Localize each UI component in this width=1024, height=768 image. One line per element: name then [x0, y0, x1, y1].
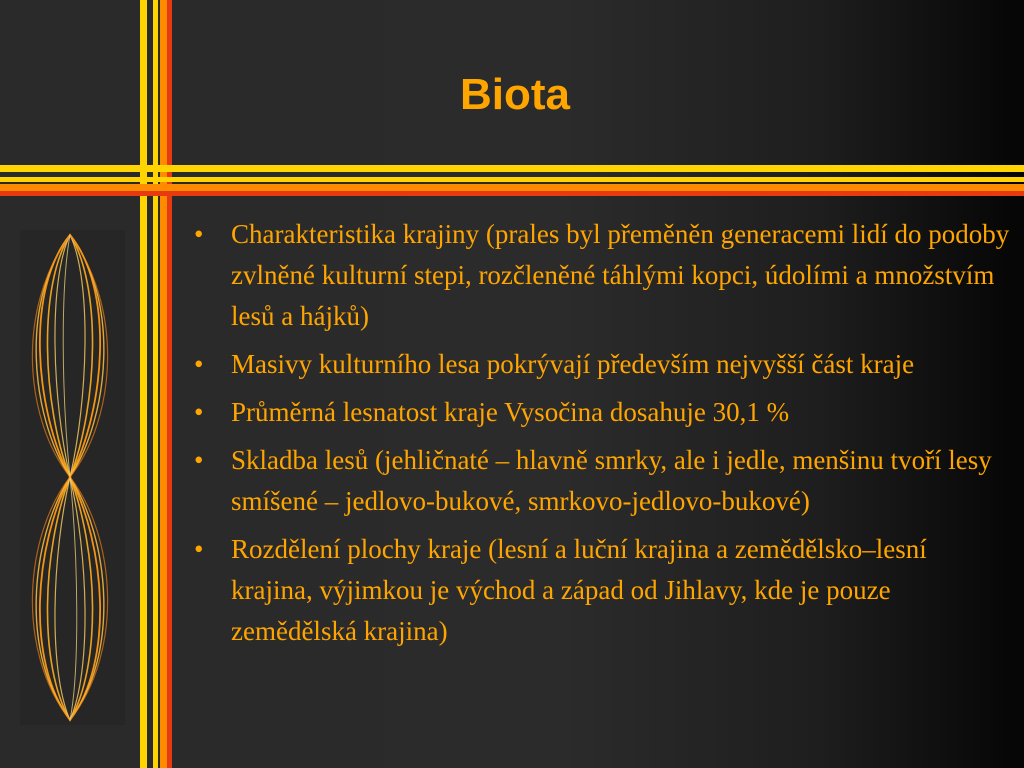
- bullet-marker: •: [194, 534, 204, 564]
- bullet-marker: •: [194, 219, 204, 249]
- bullet-marker: •: [194, 397, 204, 427]
- bullet-item: [190, 529, 1015, 652]
- slide-title: Biota: [460, 70, 570, 119]
- frame-line-vertical-orange: [160, 0, 167, 768]
- ornament-panel: [20, 230, 125, 725]
- frame-line-vertical-red: [167, 0, 172, 768]
- frame-line-vertical-yellow-1: [140, 0, 147, 768]
- bullet-text: Skladba lesů (jehličnaté – hlavně smrky, ale i jedle, menšinu tvoří lesy smíšené – jedlovo-bukové, smrkovo-jedlovo-bukové): [231, 445, 992, 516]
- bullet-item: [190, 392, 1015, 433]
- bullet-marker: •: [194, 349, 204, 379]
- frame-line-horizontal-yellow-2: [0, 177, 1024, 182]
- bullet-item: [190, 344, 1015, 385]
- frame-line-vertical-yellow-2: [153, 0, 158, 768]
- bullet-text: Masivy kulturního lesa pokrývají především nejvyšší část kraje: [231, 349, 915, 379]
- frame-line-horizontal-orange: [0, 184, 1024, 191]
- bullet-text: Rozdělení plochy kraje (lesní a luční krajina a zemědělsko–lesní krajina, výjimkou je východ a západ od Jihlavy, kde je pouze zemědělská krajina): [231, 534, 927, 646]
- bullet-item: [190, 440, 1015, 522]
- frame-line-horizontal-red: [0, 191, 1024, 196]
- bullet-text: Průměrná lesnatost kraje Vysočina dosahuje 30,1 %: [231, 397, 790, 427]
- bullet-list: [190, 214, 1015, 659]
- bullet-marker: •: [194, 445, 204, 475]
- bullet-text: Charakteristika krajiny (prales byl přeměněn generacemi lidí do podoby zvlněné kulturní stepi, rozčleněné táhlými kopci, údolími a množstvím lesů a hájků): [231, 219, 1010, 331]
- bullet-item: [190, 214, 1015, 337]
- frame-line-horizontal-yellow-1: [0, 165, 1024, 172]
- figure-eight-light-icon: [20, 230, 125, 725]
